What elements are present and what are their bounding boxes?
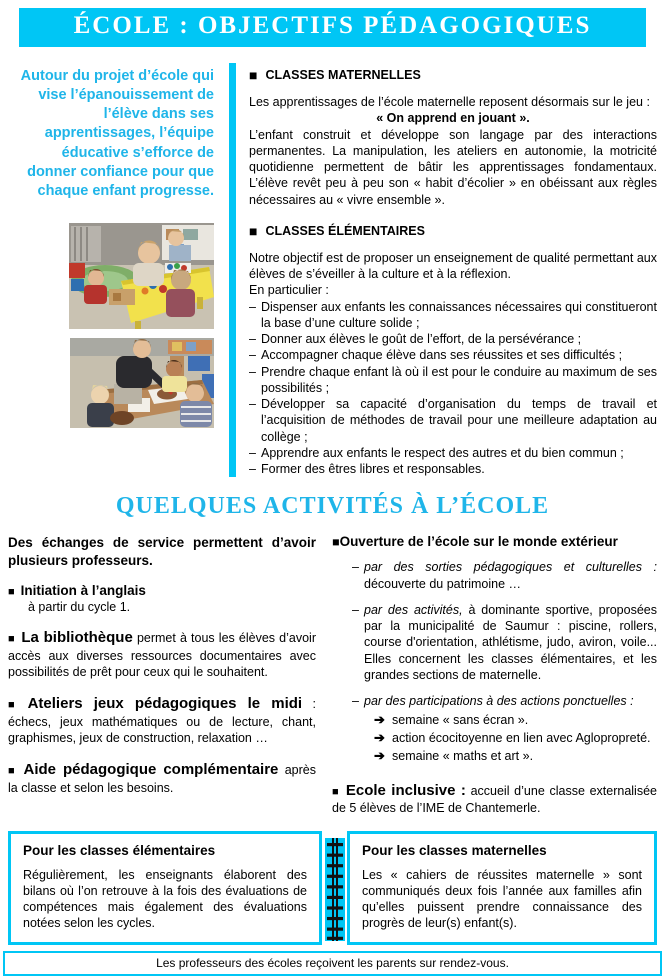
intro-column — [20, 63, 214, 477]
list-item — [249, 396, 657, 445]
item-text: découverte du patrimoine … — [364, 576, 522, 591]
elementaires-lead: En particulier : — [249, 283, 329, 298]
page-title: ÉCOLE : OBJECTIFS PÉDAGOGIQUES — [73, 12, 592, 39]
list-item — [249, 331, 657, 347]
list-item-text: Dispenser aux enfants les connaissances nécessaires qui constitueront la base d’une culture solide ; — [261, 299, 657, 330]
section-maternelles — [249, 68, 657, 82]
anglais-text: à partir du cycle 1. — [28, 600, 131, 615]
list-item-text: Prendre chaque enfant là où il est pour le conduire au maximum de ses possibilités ; — [261, 364, 657, 395]
anglais-title: Initiation à l’anglais — [20, 583, 146, 599]
intro-text: Autour du projet d’école qui vise l’épanouissement de l’élève dans ses apprentissages, l’équipe éducative s’efforce de donner confiance pour que chaque enfant progresse. — [20, 68, 214, 199]
item-lead: par des sorties pédagogiques et culturelles : — [364, 560, 657, 575]
arrow-item-text: semaine « maths et art ». — [392, 749, 534, 763]
list-item — [249, 461, 657, 477]
bibliotheque-title: La bibliothèque — [21, 629, 133, 647]
footer-note — [3, 951, 662, 976]
ouverture-items — [352, 559, 657, 765]
page-title-banner — [19, 8, 646, 47]
arrow-list — [374, 711, 657, 765]
block-anglais — [8, 583, 316, 614]
square-bullet-icon: ■ — [8, 765, 18, 778]
dash-icon: – — [249, 445, 256, 460]
item-lead: par des activités, — [364, 602, 463, 617]
arrow-item — [374, 747, 657, 765]
list-item-text: Apprendre aux enfants le respect des autres et du bien commun ; — [261, 445, 624, 460]
activities-section — [8, 528, 657, 816]
list-item-text: Accompagner chaque élève dans ses réussites et ses difficultés ; — [261, 348, 623, 363]
item-text: à dominante sportive, proposées par la municipalité de Saumur : piscine, rollers, course d'orientation, athlétisme, judo, aviron, voile... Elles concernent les classes élémentaires, et les grandes sections de maternelle. — [364, 602, 657, 682]
box-maternelles — [347, 831, 657, 945]
square-bullet-icon: ■ — [8, 586, 15, 599]
ladder-decoration — [325, 838, 345, 941]
box-elementaires-title: Pour les classes élémentaires — [23, 842, 216, 858]
square-bullet-icon: ■ — [8, 633, 16, 646]
dash-icon: – — [249, 332, 256, 346]
top-section — [20, 63, 665, 477]
ouverture-item — [352, 693, 657, 765]
square-bullet-icon: ■ — [249, 222, 258, 239]
list-item-text: Former des êtres libres et responsables. — [261, 462, 485, 476]
block-ateliers — [8, 694, 316, 746]
dash-icon: – — [249, 462, 256, 476]
elementaires-body: Notre objectif est de proposer un enseignement de qualité permettant aux élèves de s’éveiller à la culture et à la réflexion. — [249, 250, 657, 281]
list-item — [249, 364, 657, 397]
dash-icon: – — [249, 364, 256, 379]
list-item-text: Développer sa capacité d’organisation du temps de travail et l’acquisition de méthodes de travail pour une meilleure adaptation au collège ; — [261, 397, 657, 444]
inclusive-text: accueil d’une classe externalisée de 5 élèves de l’IME de Chantemerle. — [332, 783, 657, 816]
aide-text: après la classe et selon les besoins. — [8, 763, 316, 795]
ouverture-item — [352, 559, 657, 592]
arrow-item-text: action écocitoyenne en lien avec Aglopropreté. — [392, 731, 651, 746]
box-maternelles-body: Les « cahiers de réussites maternelle » sont communiqués deux fois l’année aux familles afin qu’elles puissent prendre connaissance des progrès de leur(s) enfant(s). — [362, 867, 642, 931]
square-bullet-icon: ■ — [332, 535, 340, 550]
dash-icon: – — [249, 348, 256, 363]
photo-illustration — [70, 338, 214, 428]
dash-icon: – — [352, 694, 359, 708]
item-lead: par des participations à des actions ponctuelles : — [364, 694, 634, 708]
photo-illustration — [69, 223, 214, 329]
arrow-icon: ➔ — [374, 730, 385, 746]
dash-icon: – — [352, 560, 359, 575]
square-bullet-icon: ■ — [8, 699, 22, 712]
arrow-item-text: semaine « sans écran ». — [392, 713, 529, 728]
ouverture-item — [352, 602, 657, 683]
activities-left-column — [8, 528, 316, 816]
maternelles-heading: CLASSES MATERNELLES — [265, 68, 421, 82]
list-item — [249, 445, 657, 461]
square-bullet-icon: ■ — [332, 785, 340, 798]
activities-right-column — [332, 528, 657, 816]
dash-icon: – — [249, 397, 256, 411]
list-item — [249, 299, 657, 332]
classroom-photo-children-table — [69, 223, 214, 329]
activities-heading: QUELQUES ACTIVITÉS À L’ÉCOLE — [115, 493, 550, 520]
inclusive-title: Ecole inclusive : — [345, 781, 466, 799]
elementaires-list — [249, 299, 657, 478]
block-aide — [8, 760, 316, 796]
arrow-icon: ➔ — [374, 748, 385, 763]
maternelles-quote: « On apprend en jouant ». — [376, 111, 530, 126]
ateliers-text: : échecs, jeux mathématiques ou de lecture, chant, graphismes, jeux de construction, relaxation … — [8, 697, 316, 746]
dash-icon: – — [249, 299, 256, 314]
block-ouverture — [332, 534, 657, 765]
box-maternelles-title: Pour les classes maternelles — [362, 842, 547, 858]
arrow-icon: ➔ — [374, 712, 385, 728]
ladder-icon — [325, 838, 345, 941]
block-bibliotheque — [8, 628, 316, 680]
maternelles-line1: Les apprentissages de l’école maternelle reposent désormais sur le jeu : — [249, 95, 650, 109]
bottom-boxes — [8, 831, 657, 945]
list-item — [249, 347, 657, 363]
ouverture-title: Ouverture de l’école sur le monde extérieur — [339, 534, 618, 550]
objectives-column — [236, 63, 665, 477]
ateliers-title: Ateliers jeux pédagogiques le midi — [27, 695, 303, 713]
arrow-item — [374, 711, 657, 729]
bibliotheque-text: permet à tous les élèves d’avoir accès aux diverses ressources documentaires avec possibilités de prêt pour ceux qui le souhaitent. — [8, 631, 316, 680]
maternelles-body: L’enfant construit et développe son langage par des interactions permanentes. La manipulation, les ateliers en autonomie, la motricité quotidienne permettent de bâtir les apprentissages fondamentaux. L’élève revêt peu à peu son « habit d’écolier » en obéissant aux règles nécessaires au « vivre ensemble ». — [249, 127, 657, 207]
vertical-divider — [229, 63, 236, 477]
block-inclusive — [332, 781, 657, 817]
elementaires-heading: CLASSES ÉLÉMENTAIRES — [265, 223, 425, 238]
list-item-text: Donner aux élèves le goût de l’effort, de la persévérance ; — [261, 332, 582, 346]
footer-text: Les professeurs des écoles reçoivent les parents sur rendez-vous. — [156, 955, 509, 970]
square-bullet-icon: ■ — [249, 67, 258, 83]
aide-title: Aide pédagogique complémentaire — [23, 761, 279, 779]
box-elementaires-body: Régulièrement, les enseignants élaborent des bilans où l’on retrouve à la fois des évaluations de compétences mais également des évaluations notées selon les cycles. — [23, 867, 307, 931]
arrow-item — [374, 729, 657, 747]
classroom-photo-craft-activity — [70, 338, 214, 428]
dash-icon: – — [352, 602, 359, 617]
section-elementaires — [249, 224, 657, 238]
activities-intro: Des échanges de service permettent d’avoir plusieurs professeurs. — [8, 535, 316, 568]
box-elementaires — [8, 831, 322, 945]
